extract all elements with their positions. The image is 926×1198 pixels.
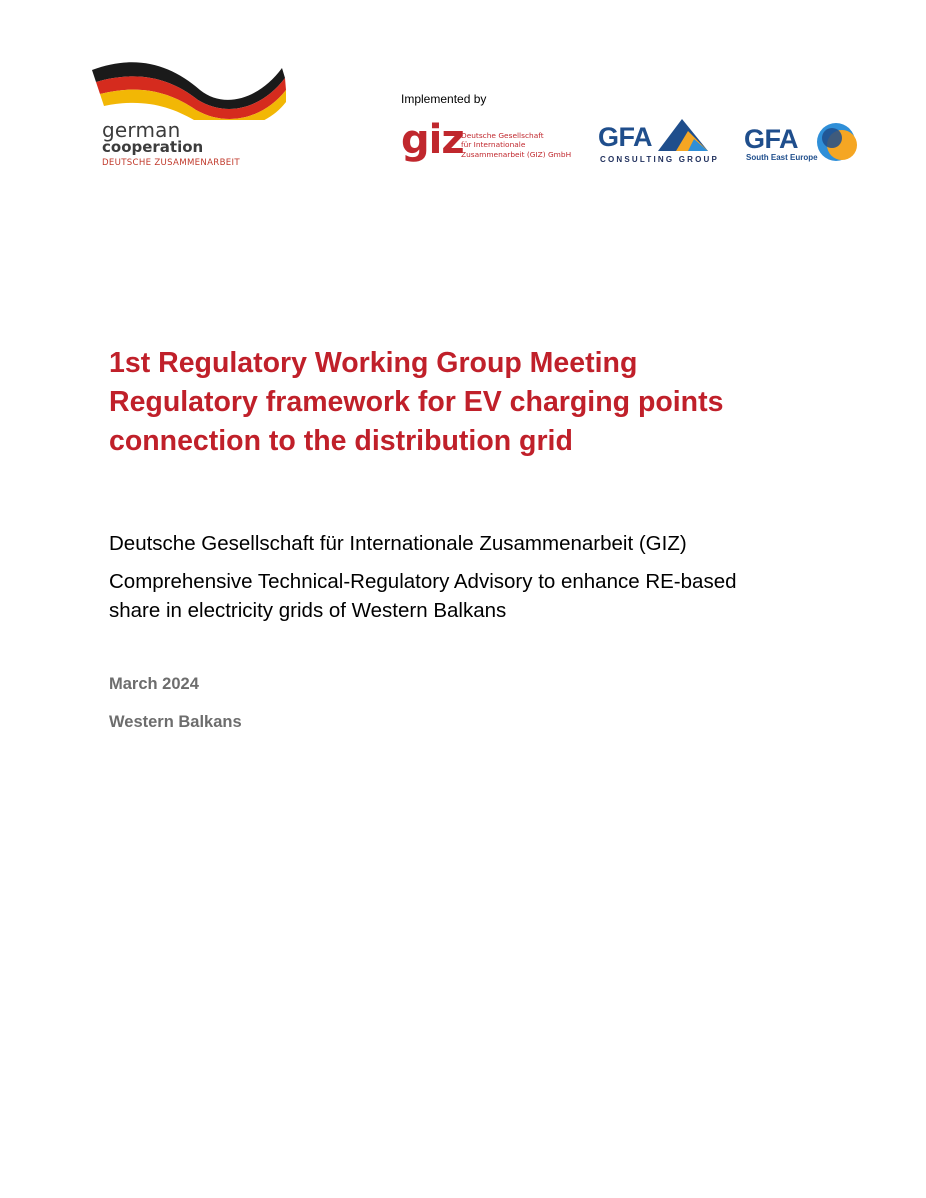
german-cooperation-logo <box>90 58 290 173</box>
logo-text-cooperation: cooperation <box>102 138 204 156</box>
giz-full-name <box>461 131 571 159</box>
organization-name: Deutsche Gesellschaft für Internationale Zusammenarbeit (GIZ) <box>109 532 687 555</box>
gfa-triangle-icon <box>658 117 714 153</box>
implemented-by-label: Implemented by <box>401 92 487 106</box>
giz-name-line: Zusammenarbeit (GIZ) GmbH <box>461 149 572 159</box>
document-region: Western Balkans <box>109 713 242 731</box>
giz-name-line: Deutsche Gesellschaft <box>461 131 544 140</box>
document-date: March 2024 <box>109 675 199 693</box>
gfa-wordmark: GFA <box>598 122 653 152</box>
title-line: Regulatory framework for EV charging points <box>109 386 724 418</box>
title-line: 1st Regulatory Working Group Meeting <box>109 347 638 379</box>
giz-name-line: für Internationale <box>461 140 526 150</box>
logo-text-deutsche-zusammenarbeit: DEUTSCHE ZUSAMMENARBEIT <box>102 158 240 168</box>
gfa-south-east-europe-logo <box>744 120 859 168</box>
giz-wordmark: giz <box>401 117 464 163</box>
german-flag-wave-icon <box>90 58 290 120</box>
title-line: connection to the distribution grid <box>109 425 573 457</box>
gfa-see-wordmark: GFA <box>744 124 799 154</box>
project-line: share in electricity grids of Western Balkans <box>109 599 507 622</box>
gfa-circle-icon <box>814 120 858 164</box>
project-line: Comprehensive Technical-Regulatory Advisory to enhance RE-based <box>109 570 737 593</box>
gfa-consulting-subtitle: CONSULTING GROUP <box>600 155 720 164</box>
giz-logo <box>401 117 572 172</box>
gfa-consulting-group-logo <box>598 117 720 169</box>
document-title <box>109 344 829 461</box>
gfa-see-subtitle: South East Europe <box>746 153 818 162</box>
project-description <box>109 567 849 625</box>
logo-text-german: german <box>102 118 181 142</box>
